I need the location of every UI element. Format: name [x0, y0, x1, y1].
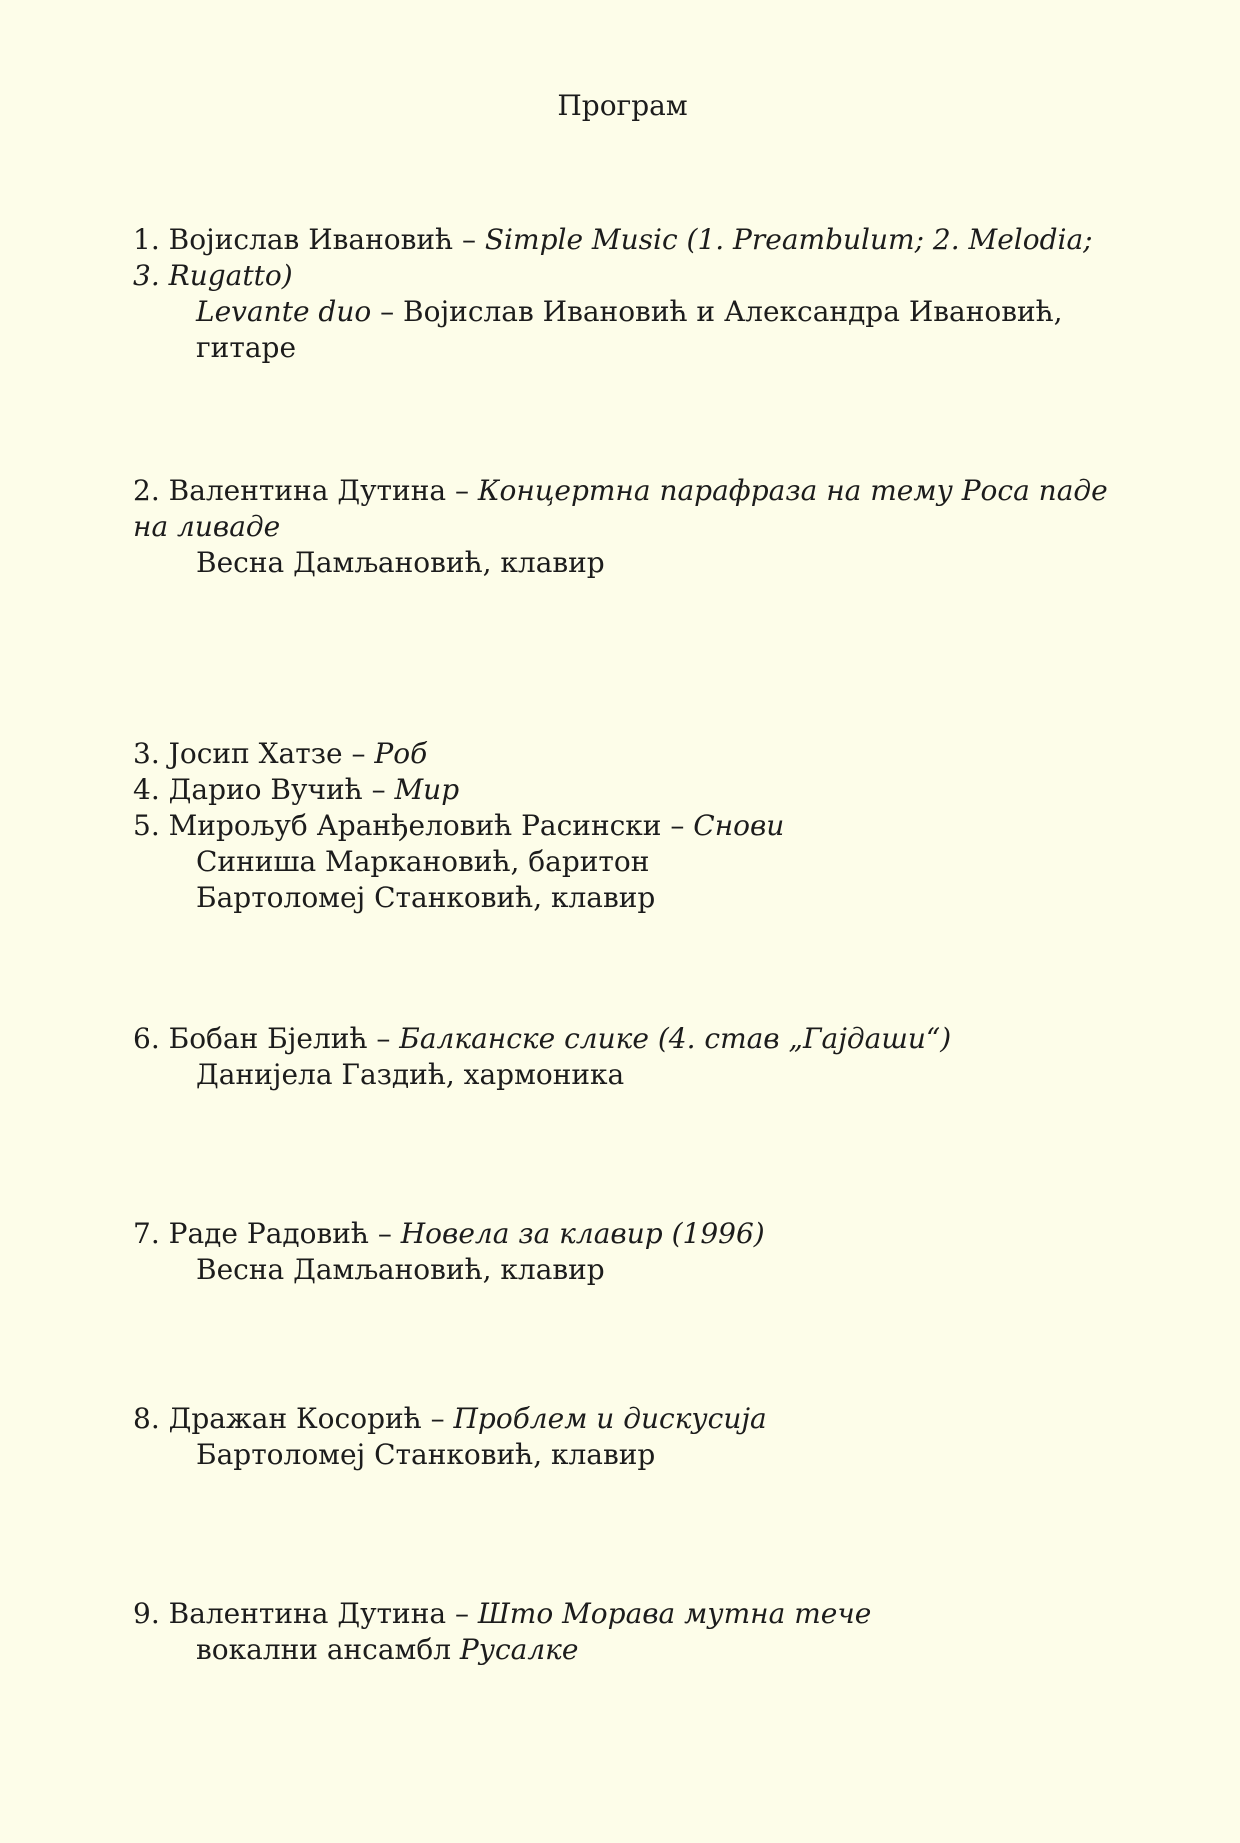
- work-line: [133, 736, 1112, 772]
- work-title-segment: Мир: [394, 773, 460, 806]
- work-line: [133, 772, 1112, 808]
- work-line: [133, 473, 1112, 545]
- program-title: Програм: [557, 89, 688, 122]
- work-title-segment: Русалке: [459, 1633, 579, 1666]
- performer-line: [133, 1252, 1112, 1288]
- text-segment: 2. Валентина Дутина –: [133, 474, 478, 507]
- work-title-segment: Роб: [374, 737, 428, 770]
- program-item: [133, 222, 1112, 366]
- text-segment: Синиша Маркановић, баритон: [196, 845, 650, 878]
- text-segment: Весна Дамљановић, клавир: [196, 1253, 605, 1286]
- work-line: [133, 222, 1112, 294]
- performer-line: [133, 294, 1112, 366]
- program-item: [133, 1401, 1112, 1473]
- text-segment: Данијела Газдић, хармоника: [196, 1058, 625, 1091]
- document-page: [0, 88, 1240, 1843]
- work-line: [133, 1401, 1112, 1437]
- work-line: [133, 808, 1112, 844]
- text-segment: 3. Јосип Хатзе –: [133, 737, 375, 770]
- program-list: [133, 222, 1112, 1668]
- program-item: [133, 1021, 1112, 1093]
- text-segment: 8. Дражан Косорић –: [133, 1402, 454, 1435]
- program-item: [133, 473, 1112, 581]
- work-title-segment: Што Морава мутна тече: [477, 1597, 872, 1630]
- program-item: [133, 736, 1112, 916]
- text-segment: 6. Бобан Бјелић –: [133, 1022, 400, 1055]
- performer-line: [133, 545, 1112, 581]
- performer-line: [133, 1632, 1112, 1668]
- performer-line: [133, 1437, 1112, 1473]
- work-title-segment: Simple Music (1. Preambulum; 2. Melodia; 3. Rugatto): [133, 223, 1093, 292]
- work-title-segment: Levante duo: [196, 295, 372, 328]
- work-title-segment: Проблем и дискусија: [453, 1402, 767, 1435]
- text-segment: – Војислав Ивановић и Александра Ивановић, гитаре: [196, 295, 1063, 364]
- program-item: [133, 1216, 1112, 1288]
- work-title-segment: Снови: [693, 809, 785, 842]
- text-segment: Бартоломеј Станковић, клавир: [196, 1438, 656, 1471]
- work-title-segment: Концертна парафраза на тему Роса паде на ливаде: [133, 474, 1108, 543]
- text-segment: Бартоломеј Станковић, клавир: [196, 881, 656, 914]
- text-segment: 9. Валентина Дутина –: [133, 1597, 478, 1630]
- work-line: [133, 1216, 1112, 1252]
- work-title-segment: Новела за клавир (1996): [400, 1217, 765, 1250]
- work-title-segment: Балканске слике (4. став „Гајдаши“): [399, 1022, 952, 1055]
- text-segment: 4. Дарио Вучић –: [133, 773, 395, 806]
- performer-line: [133, 844, 1112, 880]
- text-segment: 1. Војислав Ивановић –: [133, 223, 485, 256]
- performer-line: [133, 880, 1112, 916]
- text-segment: 7. Раде Радовић –: [133, 1217, 401, 1250]
- program-item: [133, 1596, 1112, 1668]
- performer-line: [133, 1057, 1112, 1093]
- work-line: [133, 1021, 1112, 1057]
- text-segment: 5. Мирољуб Аранђеловић Расински –: [133, 809, 694, 842]
- text-segment: Весна Дамљановић, клавир: [196, 546, 605, 579]
- text-segment: вокални ансамбл: [196, 1633, 460, 1666]
- work-line: [133, 1596, 1112, 1632]
